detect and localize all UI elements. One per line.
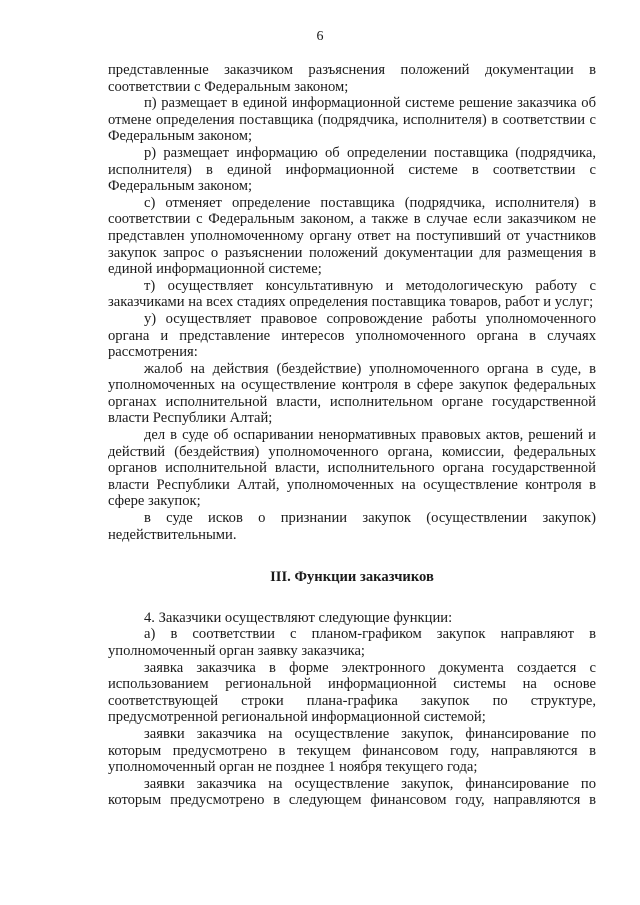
paragraph: заявка заказчика в форме электронного документа создается с использованием региональной информационной системы на основе соответствующей строки плана-графика закупок по структуре, предусмотренной региональной информационной системой; <box>108 659 596 726</box>
section-heading: III. Функции заказчиков <box>270 569 434 586</box>
paragraph: п) размещает в единой информационной системе решение заказчика об отмене определения поставщика (подрядчика, исполнителя) в соответствии с Федеральным законом; <box>108 95 596 145</box>
paragraph: представленные заказчиком разъяснения положений документации в соответствии с Федеральным законом; <box>108 62 596 95</box>
paragraph: 4. Заказчики осуществляют следующие функции: <box>144 609 453 626</box>
paragraph: в суде исков о признании закупок (осуществлении закупок) недействительными. <box>108 510 596 543</box>
paragraph: заявки заказчика на осуществление закупок, финансирование по которым предусмотрено в следующем финансовом году, направляются в <box>108 775 596 809</box>
paragraph: у) осуществляет правовое сопровождение работы уполномоченного органа и представление интересов уполномоченного органа в случаях рассмотрения: <box>108 310 596 361</box>
paragraph: р) размещает информацию об определении поставщика (подрядчика, исполнителя) в единой информационной системе в соответствии с Федеральным законом; <box>108 144 596 195</box>
paragraph: дел в суде об оспаривании ненормативных правовых актов, решений и действий (бездействия) уполномоченного органа, комиссии, федеральных органов исполнительной власти, исполнительного органа государственной власти Республики Алтай, уполномоченных на осуществление контроля в сфере закупок; <box>108 427 596 510</box>
document-body <box>108 62 596 809</box>
section-after <box>108 610 596 809</box>
paragraph: заявки заказчика на осуществление закупок, финансирование по которым предусмотрено в текущем финансовом году, направляются в уполномоченный орган не позднее 1 ноября текущего года; <box>108 725 596 776</box>
section-before <box>108 62 596 543</box>
paragraph: с) отменяет определение поставщика (подрядчика, исполнителя) в соответствии с Федеральным законом, а также в случае если заказчиком не представлен уполномоченному органу ответ на поступивший от участников закупок запрос о разъяснении положений документации для размещения в единой информационной системе; <box>108 194 596 278</box>
paragraph: жалоб на действия (бездействие) уполномоченного органа в суде, в уполномоченных на осуществление контроля в сфере закупок федеральных органах исполнительной власти, исполнительном органе государственной власти Республики Алтай; <box>108 360 596 427</box>
paragraph: т) осуществляет консультативную и методологическую работу с заказчиками на всех стадиях определения поставщика товаров, работ и услуг; <box>108 277 596 311</box>
page-number: 6 <box>316 29 324 44</box>
paragraph: а) в соответствии с планом-графиком закупок направляют в уполномоченный орган заявку заказчика; <box>108 626 596 659</box>
